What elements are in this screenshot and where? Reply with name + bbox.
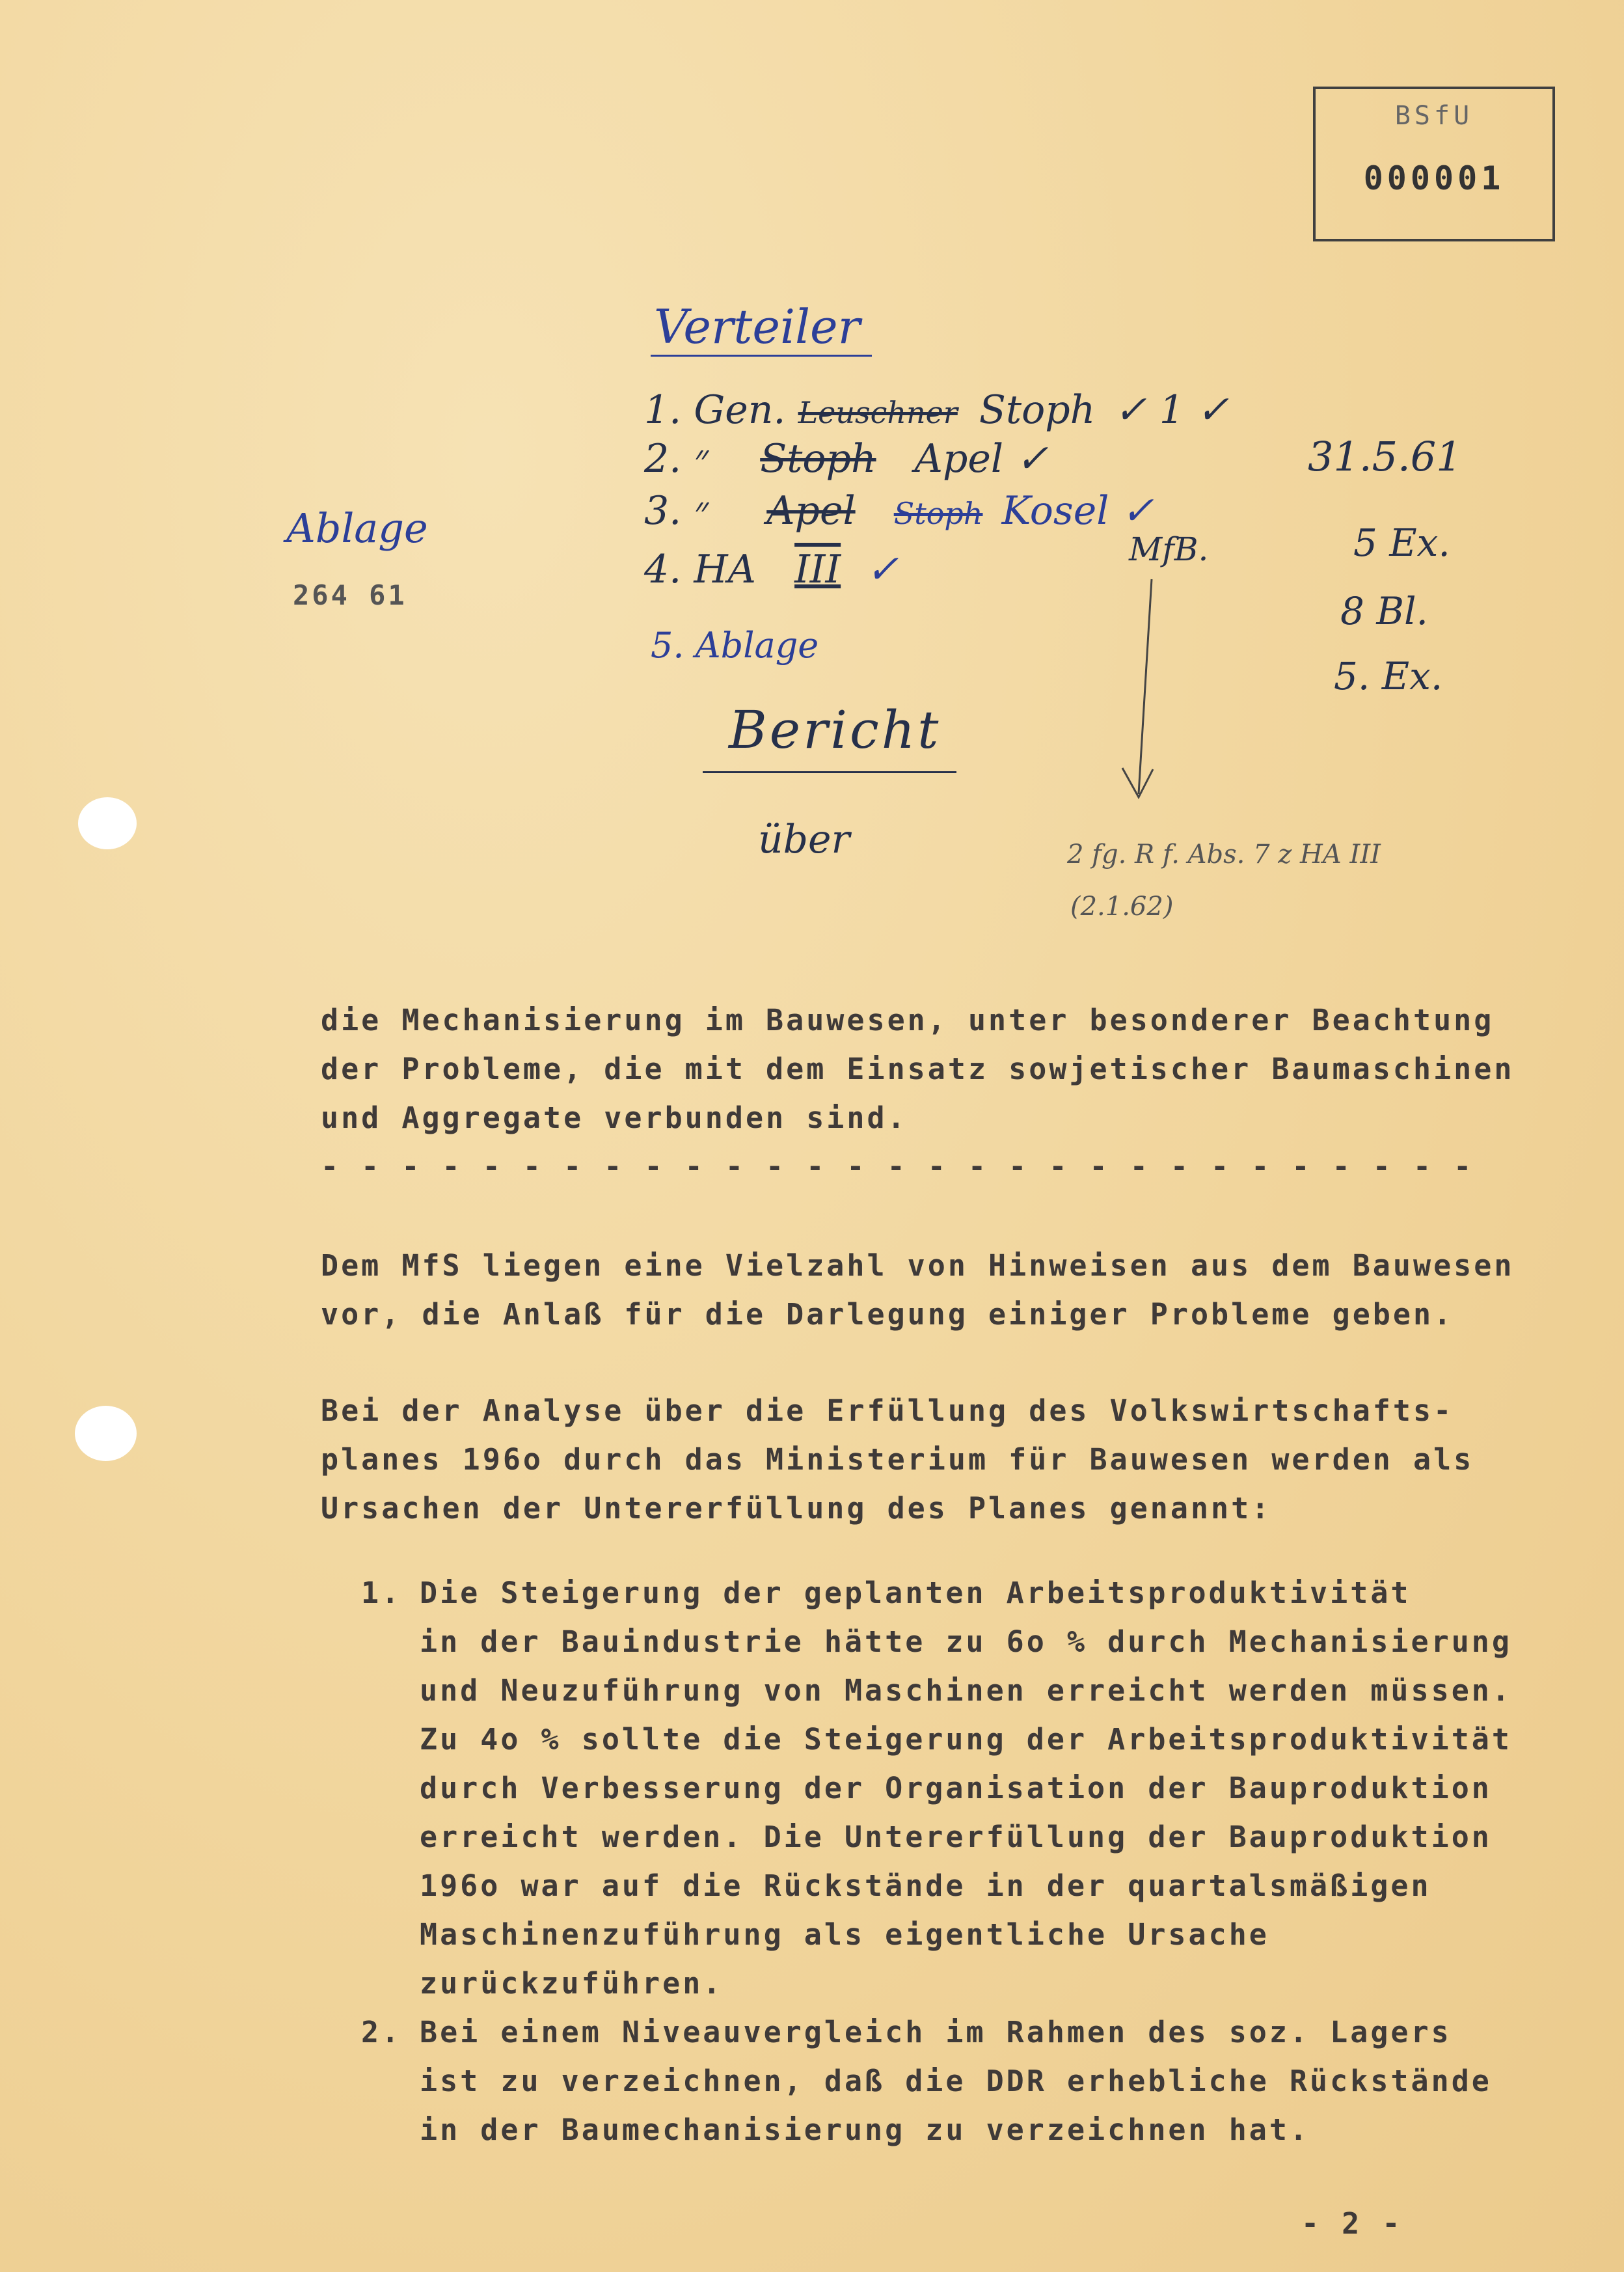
roman-three: III xyxy=(794,547,841,592)
item-line: durch Verbesserung der Organisation der Bauproduktion xyxy=(420,1771,1492,1805)
paragraph-1 xyxy=(321,1241,1537,1339)
distribution-row-3 xyxy=(644,488,1154,534)
distribution-row-5: 5. Ablage xyxy=(651,625,819,666)
copies-2: 8 Bl. xyxy=(1340,589,1428,633)
item-line: in der Bauindustrie hätte zu 6o % durch Mechanisierung xyxy=(420,1624,1512,1659)
report-uber: über xyxy=(758,817,850,862)
stamp-number: 000001 xyxy=(1363,159,1505,197)
archive-stamp xyxy=(1313,87,1555,241)
item-line: Bei einem Niveauvergleich im Rahmen des soz. Lagers xyxy=(420,2015,1452,2049)
list-item-1-num: 1. xyxy=(361,1576,402,1610)
item-line: in der Baumechanisierung zu verzeichnen hat. xyxy=(420,2113,1310,2147)
punch-hole-bottom xyxy=(75,1406,137,1461)
distribution-num: 4. HA xyxy=(644,547,756,592)
stamp-label: BSfU xyxy=(1394,101,1474,131)
distribution-name: Stoph xyxy=(979,387,1096,433)
paragraph-line: Ursachen der Untererfüllung des Planes genannt: xyxy=(321,1491,1272,1526)
list-item-1 xyxy=(420,1568,1578,2008)
struck-name: Leuschner xyxy=(798,395,958,430)
ablage-number: 264 61 xyxy=(293,579,407,611)
paragraph-2 xyxy=(321,1386,1537,1533)
pencil-note: 2 fg. R f. Abs. 7 z HA III xyxy=(1067,840,1381,869)
paragraph-line: planes 196o durch das Ministerium für Bauwesen werden als xyxy=(321,1442,1474,1477)
paragraph-line: Dem MfS liegen eine Vielzahl von Hinweisen aus dem Bauwesen xyxy=(321,1248,1515,1283)
verteiler-heading: Verteiler xyxy=(654,299,861,354)
distribution-num: 2. ״ xyxy=(644,436,709,482)
copies-3: 5. Ex. xyxy=(1334,654,1443,698)
distribution-row-4 xyxy=(644,547,899,592)
struck-name: Apel xyxy=(766,488,856,534)
paragraph-line: Bei der Analyse über die Erfüllung des Volkswirtschafts- xyxy=(321,1393,1454,1428)
distribution-num: 1. Gen. xyxy=(644,387,786,433)
item-line: Maschinenzuführung als eigentliche Ursache zurückzuführen. xyxy=(420,1917,1269,2001)
distribution-row-1 xyxy=(644,387,1229,433)
item-line: 196o war auf die Rückstände in der quartalsmäßigen xyxy=(420,1868,1431,1903)
report-title: Bericht xyxy=(729,700,941,760)
subject-line: der Probleme, die mit dem Einsatz sowjetischer Baumaschinen xyxy=(321,1052,1515,1086)
paragraph-line: vor, die Anlaß für die Darlegung einiger Probleme geben. xyxy=(321,1297,1454,1332)
distribution-num: 3. ״ xyxy=(644,488,709,534)
check-mark: ✓ xyxy=(1121,488,1154,534)
struck-name-2: Stoph xyxy=(893,496,983,531)
punch-hole-top xyxy=(78,797,137,849)
ablage-label: Ablage xyxy=(286,504,428,552)
copies-1: 5 Ex. xyxy=(1353,521,1450,565)
check-mark: ✓ 1 ✓ xyxy=(1114,387,1230,433)
distribution-row-2 xyxy=(644,436,1048,482)
pencil-note-date: (2.1.62) xyxy=(1070,892,1174,922)
struck-name: Stoph xyxy=(760,436,876,482)
list-item-2 xyxy=(420,2008,1578,2154)
subject-line: und Aggregate verbunden sind. xyxy=(321,1101,908,1135)
item-line: Zu 4o % sollte die Steigerung der Arbeitsproduktivität xyxy=(420,1722,1512,1757)
list-item-2-num: 2. xyxy=(361,2015,402,2049)
check-mark: ✓ xyxy=(866,547,899,592)
check-mark: ✓ xyxy=(1016,436,1049,482)
item-line: und Neuzuführung von Maschinen erreicht werden müssen. xyxy=(420,1673,1512,1708)
date: 31.5.61 xyxy=(1308,433,1462,480)
distribution-sub-mfb: MfB. xyxy=(1129,530,1209,568)
verteiler-underline xyxy=(651,355,872,357)
page-number: - 2 - xyxy=(1301,2206,1403,2241)
item-line: ist zu verzeichnen, daß die DDR erhebliche Rückstände xyxy=(420,2064,1492,2098)
item-line: erreicht werden. Die Untererfüllung der Bauproduktion xyxy=(420,1820,1492,1854)
subject-block xyxy=(321,996,1537,1191)
subject-line: die Mechanisierung im Bauwesen, unter besonderer Beachtung xyxy=(321,1003,1495,1037)
divider-line: - - - - - - - - - - - - - - - - - - - - - - - - - - - - - xyxy=(321,1149,1474,1184)
arrow-down-icon xyxy=(1113,573,1165,820)
item-line: Die Steigerung der geplanten Arbeitsproduktivität xyxy=(420,1576,1411,1610)
distribution-name: Apel xyxy=(914,436,1004,482)
distribution-name: Kosel xyxy=(1001,488,1109,534)
report-title-underline xyxy=(703,771,956,773)
